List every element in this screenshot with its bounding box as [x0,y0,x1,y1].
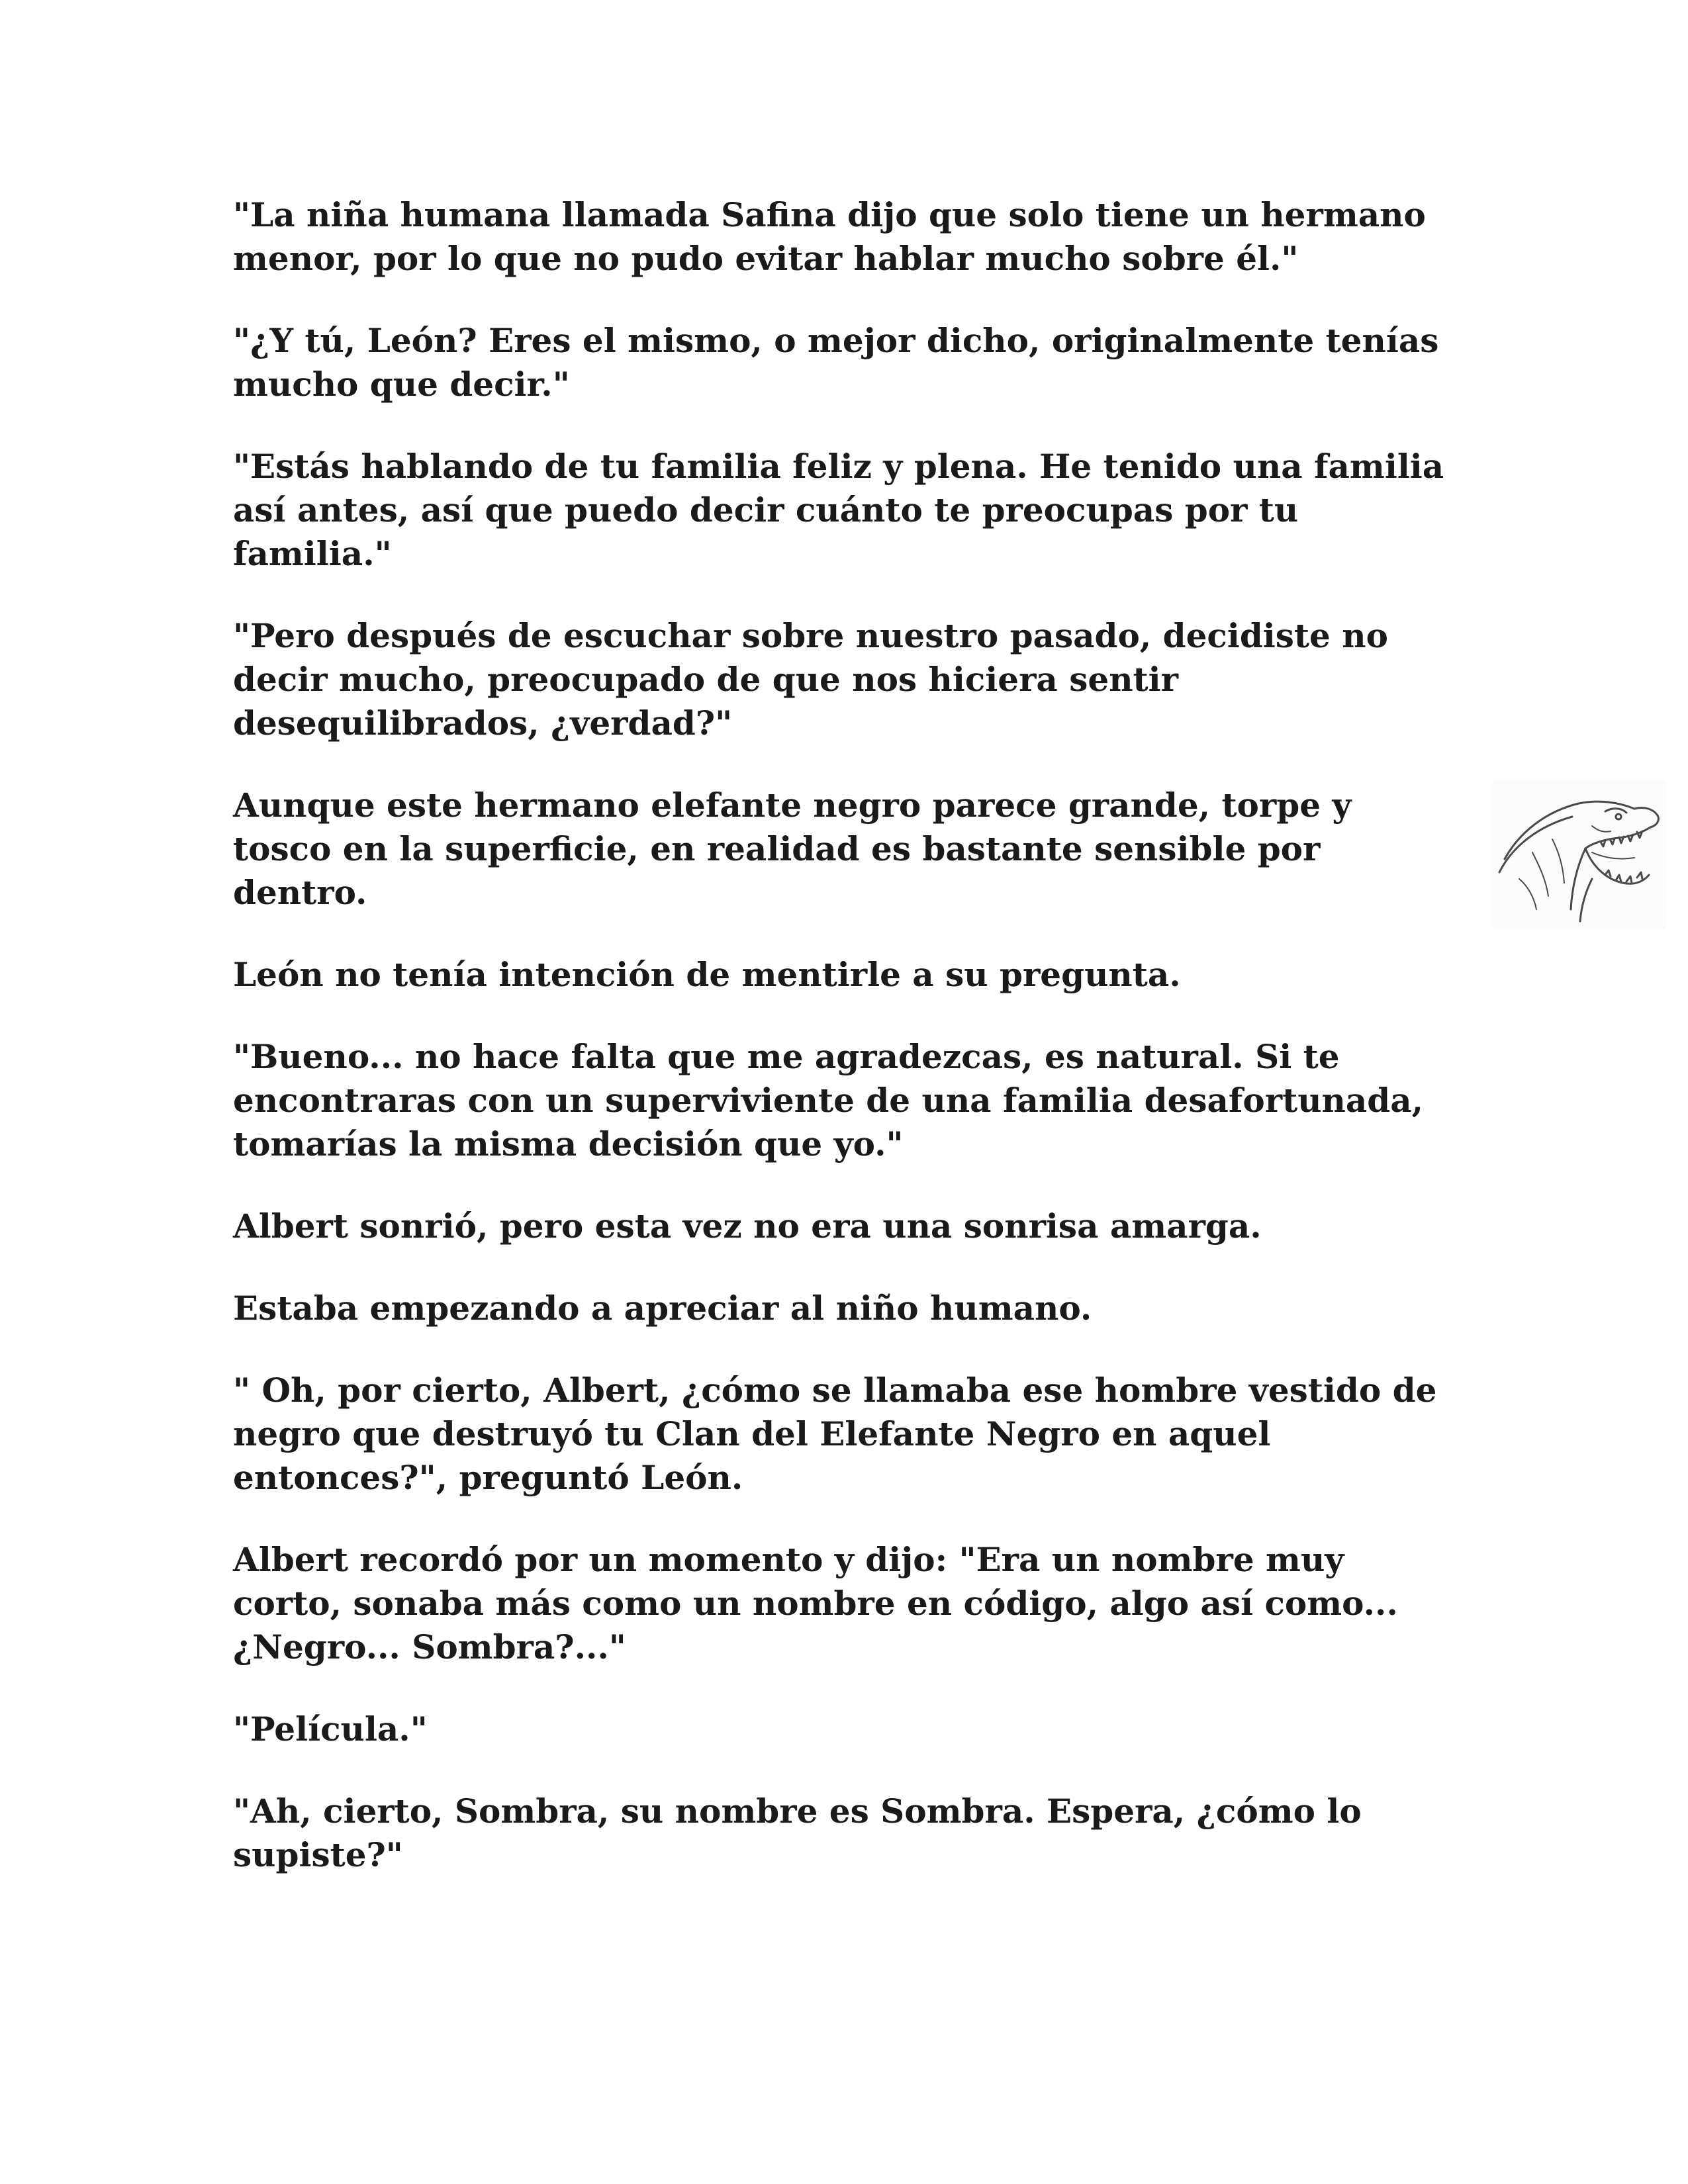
paragraph-11: Albert recordó por un momento y dijo: "Era un nombre muy corto, sonaba más como un nombre en código, algo así como... ¿Negro... Sombra?..." [233,1540,1398,1666]
paragraph-9: Estaba empezando a apreciar al niño humano. [233,1289,1092,1328]
paragraph-10: " Oh, por cierto, Albert, ¿cómo se llamaba ese hombre vestido de negro que destruyó tu Clan del Elefante Negro en aquel entonces?", preguntó León. [233,1371,1437,1497]
paragraph-1: "La niña humana llamada Safina dijo que solo tiene un hermano menor, por lo que no pudo evitar hablar mucho sobre él." [233,195,1426,278]
paragraph-2: "¿Y tú, León? Eres el mismo, o mejor dicho, originalmente tenías mucho que decir." [233,321,1439,404]
paragraph-5: Aunque este hermano elefante negro parece grande, torpe y tosco en la superficie, en realidad es bastante sensible por dentro. [233,786,1352,912]
paragraph-6: León no tenía intención de mentirle a su pregunta. [233,955,1181,994]
paragraph-4: "Pero después de escuchar sobre nuestro pasado, decidiste no decir mucho, preocupado de que nos hiciera sentir desequilibrados, ¿verdad?" [233,616,1388,743]
paragraph-7: "Bueno... no hace falta que me agradezcas, es natural. Si te encontraras con un superviviente de una familia desafortunada, tomarías la misma decisión que yo." [233,1037,1424,1163]
dinosaur-head-sketch-icon [1493,780,1666,929]
paragraph-12: "Película." [233,1709,428,1749]
paragraph-13: "Ah, cierto, Sombra, su nombre es Sombra. Espera, ¿cómo lo supiste?" [233,1792,1362,1874]
paragraph-3: "Estás hablando de tu familia feliz y plena. He tenido una familia así antes, así que puedo decir cuánto te preocupas por tu familia." [233,447,1444,573]
paragraph-8: Albert sonrió, pero esta vez no era una sonrisa amarga. [233,1206,1262,1246]
body-text [233,193,1458,1915]
